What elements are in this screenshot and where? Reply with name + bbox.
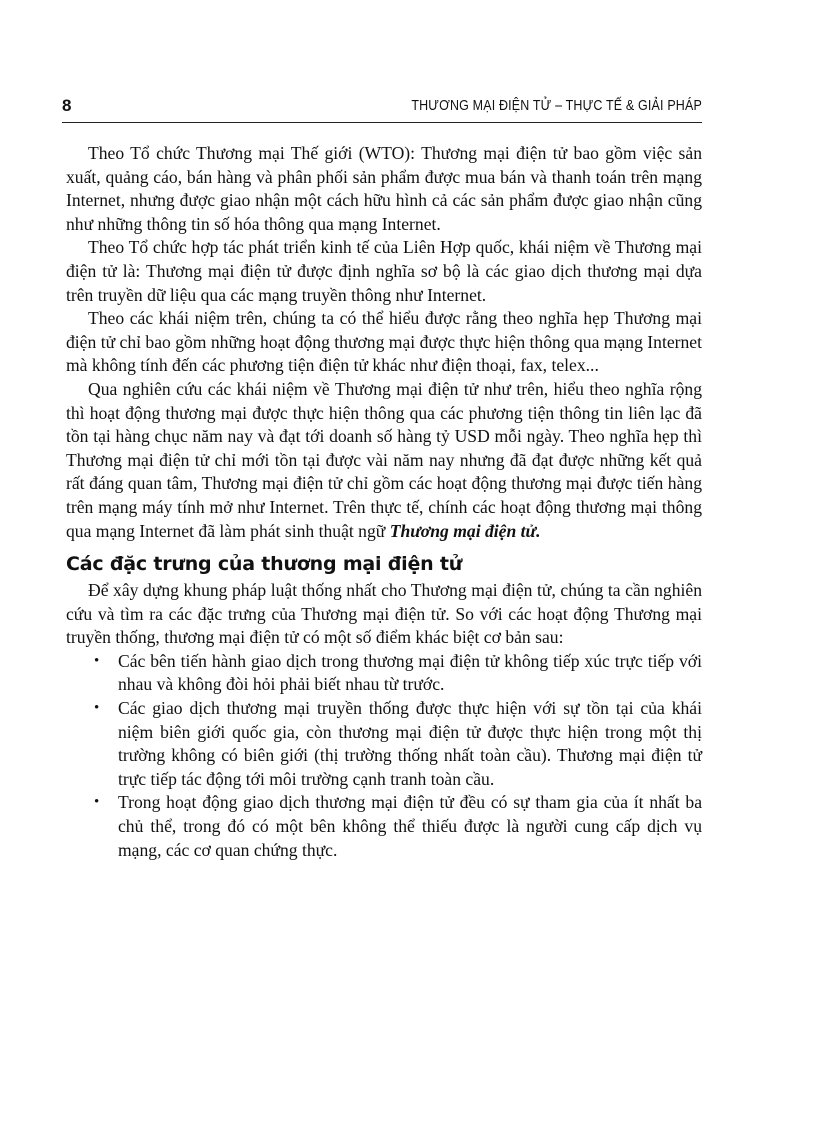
bullet-icon: • <box>94 652 100 669</box>
page-header <box>62 96 702 120</box>
list-item <box>66 791 702 862</box>
paragraph-broad-meaning-text: Qua nghiên cứu các khái niệm về Thương mại điện tử như trên, hiểu theo nghĩa rộng thì hoạt động thương mại được thực hiện thông qua các phương tiện thông tin liên lạc đã tồn tại hàng chục năm nay và đạt tới doanh số hàng tỷ USD mỗi ngày. Theo nghĩa hẹp thì Thương mại điện tử chỉ mới tồn tại được vài năm nay nhưng đã đạt được những kết quả rất đáng quan tâm, Thương mại điện tử chỉ gồm các hoạt động thương mại được tiến hàng trên mạng máy tính mở như Internet. Trên thực tế, chính các hoạt động thương mại thông qua mạng Internet đã làm phát sinh thuật ngữ <box>66 378 702 541</box>
page-number: 8 <box>62 96 72 115</box>
running-title: THƯƠNG MẠI ĐIỆN TỬ – THỰC TẾ & GIẢI PHÁP <box>411 98 702 114</box>
list-item-text: Trong hoạt động giao dịch thương mại điện tử đều có sự tham gia của ít nhất ba chủ thể, trong đó có một bên không thể thiếu được là người cung cấp dịch vụ mạng, các cơ quan chứng thực. <box>118 792 702 860</box>
bullet-icon: • <box>94 794 100 811</box>
list-item <box>66 697 702 791</box>
list-item-text: Các bên tiến hành giao dịch trong thương mại điện tử không tiếp xúc trực tiếp với nhau và không đòi hỏi phải biết nhau từ trước. <box>118 650 702 695</box>
paragraph-broad-meaning <box>66 378 702 543</box>
list-item <box>66 650 702 697</box>
header-rule <box>62 122 702 123</box>
list-item-text: Các giao dịch thương mại truyền thống được thực hiện với sự tồn tại của khái niệm biên giới quốc gia, còn thương mại điện tử được thực hiện trong một thị trường không có biên giới (thị trường thống nhất toàn cầu). Thương mại điện tử trực tiếp tác động tới môi trường cạnh tranh toàn cầu. <box>118 698 702 789</box>
bullet-icon: • <box>94 700 100 717</box>
feature-list <box>66 650 702 862</box>
paragraph-un-definition: Theo Tổ chức hợp tác phát triển kinh tế của Liên Hợp quốc, khái niệm về Thương mại điện tử là: Thương mại điện tử được định nghĩa sơ bộ là các giao dịch thương mại dựa trên truyền dữ liệu qua các mạng truyền thông như Internet. <box>66 237 702 305</box>
page-body <box>66 142 702 862</box>
paragraph-narrow-meaning: Theo các khái niệm trên, chúng ta có thể hiểu được rằng theo nghĩa hẹp Thương mại điện tử chỉ bao gồm những hoạt động thương mại được thực hiện thông qua mạng Internet mà không tính đến các phương tiện điện tử khác như điện thoại, fax, telex... <box>66 308 703 376</box>
paragraph-wto-definition: Theo Tổ chức Thương mại Thế giới (WTO): Thương mại điện tử bao gồm việc sản xuất, quảng cáo, bán hàng và phân phối sản phẩm được mua bán và thanh toán trên mạng Internet, nhưng được giao nhận một cách hữu hình cả các sản phẩm được giao nhận cũng như những thông tin số hóa thông qua mạng Internet. <box>66 143 702 234</box>
section-intro: Để xây dựng khung pháp luật thống nhất cho Thương mại điện tử, chúng ta cần nghiên cứu và tìm ra các đặc trưng của Thương mại điện tử. So với các hoạt động Thương mại truyền thống, thương mại điện tử có một số điểm khác biệt cơ bản sau: <box>66 580 702 648</box>
section-heading: Các đặc trưng của thương mại điện tử <box>66 553 463 576</box>
emphasis-term: Thương mại điện tử. <box>389 520 541 541</box>
